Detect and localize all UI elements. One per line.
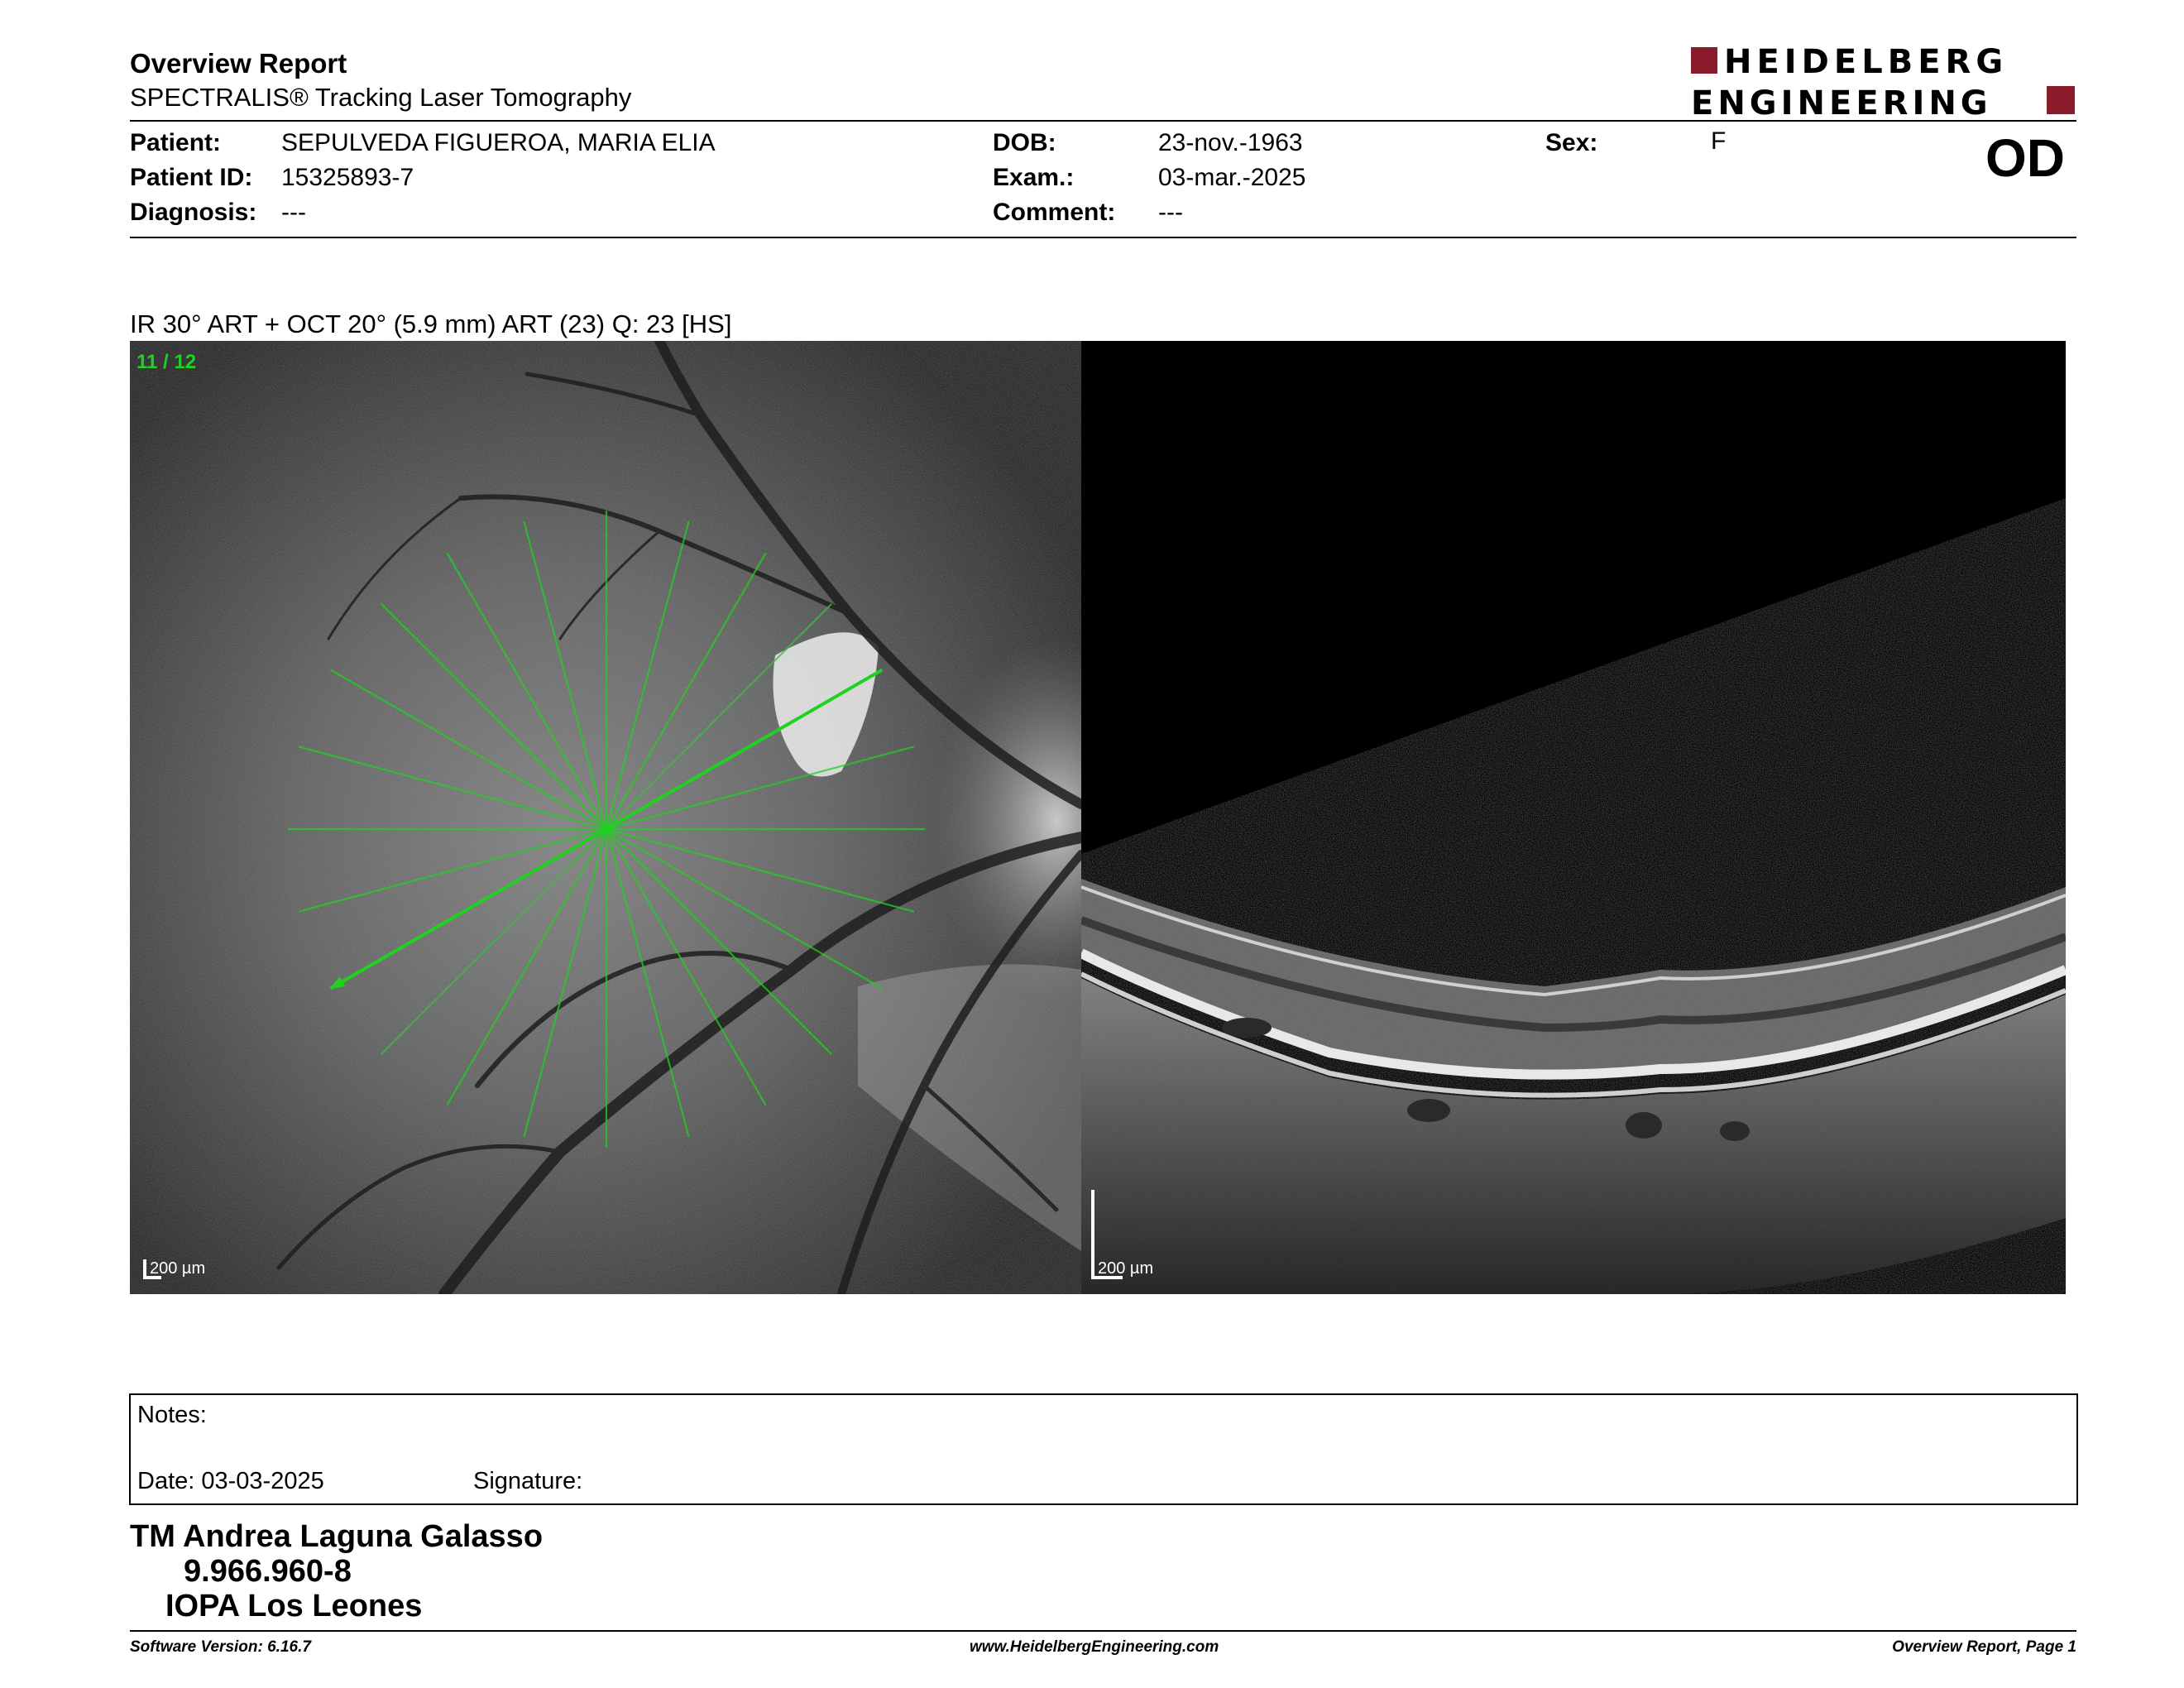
eye-laterality: OD bbox=[1985, 128, 2065, 188]
institution-name: IOPA Los Leones bbox=[165, 1589, 423, 1623]
oct-scale-bar-vertical bbox=[1091, 1190, 1094, 1279]
sex-value: F bbox=[1711, 127, 1727, 155]
scan-title: IR 30° ART + OCT 20° (5.9 mm) ART (23) Q: 23 [HS] bbox=[130, 309, 732, 338]
diagnosis-label: Diagnosis: bbox=[130, 199, 257, 226]
diagnosis-value: --- bbox=[281, 199, 306, 226]
report-title: Overview Report bbox=[130, 48, 347, 79]
notes-box bbox=[129, 1393, 2078, 1505]
dob-label: DOB: bbox=[993, 129, 1056, 156]
logo-line2: ENGINEERING bbox=[1691, 84, 1992, 117]
notes-label: Notes: bbox=[137, 1402, 207, 1428]
footer-rule bbox=[130, 1630, 2076, 1632]
patient-label: Patient: bbox=[130, 129, 222, 156]
sex-label: Sex: bbox=[1545, 129, 1598, 156]
patient-id: 15325893-7 bbox=[281, 164, 414, 191]
radial-scan-pattern bbox=[130, 341, 1081, 1294]
exam-label: Exam.: bbox=[993, 164, 1075, 191]
comment-value: --- bbox=[1158, 199, 1183, 226]
technician-id: 9.966.960-8 bbox=[184, 1554, 352, 1589]
page-label: Overview Report, Page 1 bbox=[1892, 1638, 2076, 1656]
oct-bscan-image bbox=[1081, 341, 2066, 1294]
software-version: Software Version: 6.16.7 bbox=[130, 1638, 311, 1656]
comment-label: Comment: bbox=[993, 199, 1116, 226]
ir-fundus-image bbox=[130, 341, 1081, 1294]
signature-label: Signature: bbox=[473, 1468, 583, 1494]
logo-line1: HEIDELBERG bbox=[1724, 45, 2009, 81]
notes-date: Date: 03-03-2025 bbox=[137, 1468, 324, 1494]
report-subtitle: SPECTRALIS® Tracking Laser Tomography bbox=[130, 83, 632, 112]
heidelberg-logo bbox=[1691, 45, 2076, 117]
scale-label-left: 200 µm bbox=[150, 1259, 206, 1278]
header-rule-bottom bbox=[130, 237, 2076, 238]
dob-value: 23-nov.-1963 bbox=[1158, 129, 1303, 156]
scale-label-right: 200 µm bbox=[1098, 1259, 1154, 1278]
header-rule-top bbox=[130, 120, 2076, 122]
frame-counter: 11 / 12 bbox=[136, 351, 197, 373]
website-url: www.HeidelbergEngineering.com bbox=[970, 1638, 1219, 1656]
exam-value: 03-mar.-2025 bbox=[1158, 164, 1306, 191]
technician-name: TM Andrea Laguna Galasso bbox=[130, 1519, 544, 1554]
patient-id-label: Patient ID: bbox=[130, 164, 253, 191]
patient-name: SEPULVEDA FIGUEROA, MARIA ELIA bbox=[281, 129, 716, 156]
